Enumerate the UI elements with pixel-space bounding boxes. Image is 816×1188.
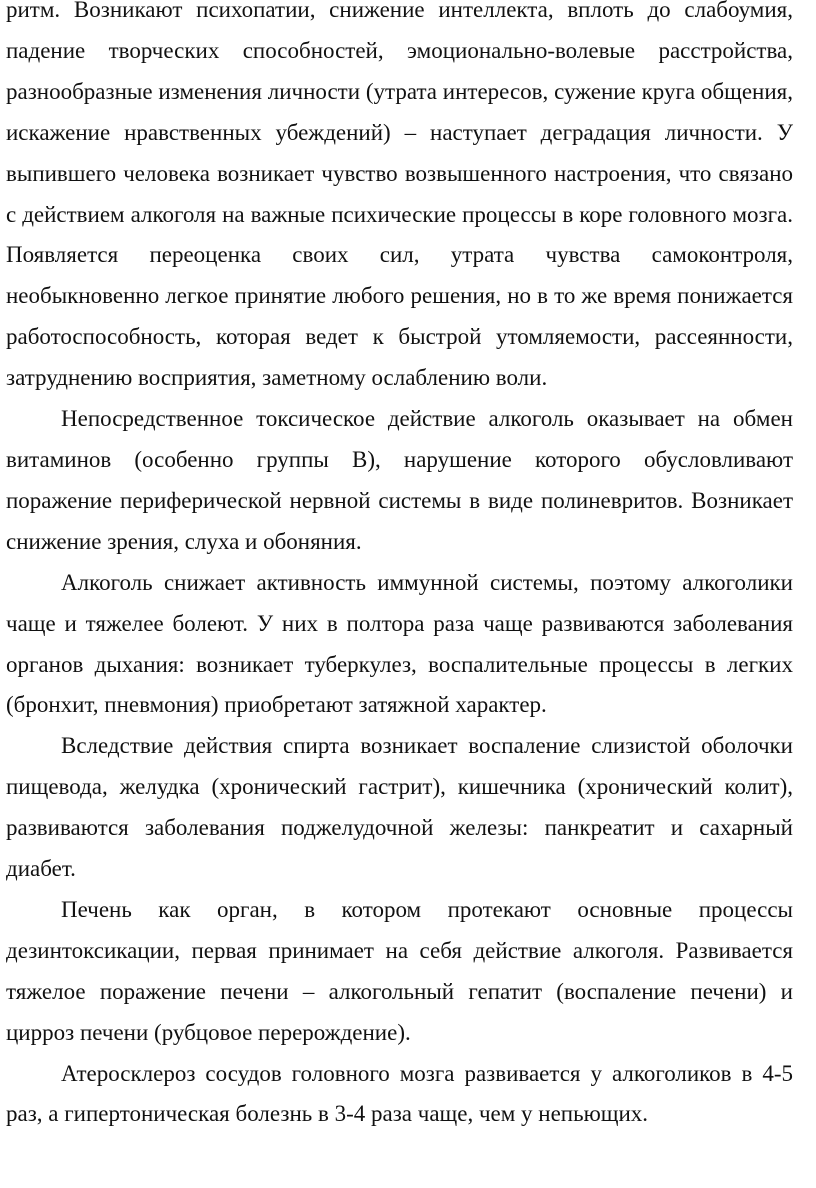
paragraph-atherosclerosis: Атеросклероз сосудов головного мозга развивается у алкоголиков в 4-5 раз, а гипертоническая болезнь в 3-4 раза чаще, чем у непьющих. [6, 1060, 793, 1127]
document-page [6, 0, 793, 1135]
paragraph-vitamins: Непосредственное токсическое действие алкоголь оказывает на обмен витаминов (особенно группы В), нарушение которого обусловливают поражение периферической нервной системы в виде полиневритов. Возникает снижение зрения, слуха и обоняния. [6, 406, 793, 554]
paragraph-continuation: ритм. Возникают психопатии, снижение интеллекта, вплоть до слабоумия, падение творческих способностей, эмоционально-волевые расстройства, разнообразные изменения личности (утрата интересов, сужение круга общения, искажение нравственных убеждений) – наступает деградация личности. У выпившего человека возникает чувство возвышенного настроения, что связано с действием алкоголя на важные психические процессы в коре головного мозга. Появляется переоценка своих сил, утрата чувства самоконтроля, необыкновенно легкое принятие любого решения, но в то же время понижается работоспособность, которая ведет к быстрой утомляемости, рассеянности, затруднению восприятия, заметному ослаблению воли. [6, 0, 793, 391]
paragraph-digestive-system: Вследствие действия спирта возникает воспаление слизистой оболочки пищевода, желудка (хронический гастрит), кишечника (хронический колит), развиваются заболевания поджелудочной железы: панкреатит и сахарный диабет. [6, 733, 793, 882]
paragraph-liver: Печень как орган, в котором протекают основные процессы дезинтоксикации, первая принимает на себя действие алкоголя. Развивается тяжелое поражение печени – алкогольный гепатит (воспаление печени) и цирроз печени (рубцовое перерождение). [6, 896, 793, 1045]
paragraph-immune-system: Алкоголь снижает активность иммунной системы, поэтому алкоголики чаще и тяжелее болеют. У них в полтора раза чаще развиваются заболевания органов дыхания: возникает туберкулез, воспалительные процессы в легких (бронхит, пневмония) приобретают затяжной характер. [6, 569, 793, 718]
